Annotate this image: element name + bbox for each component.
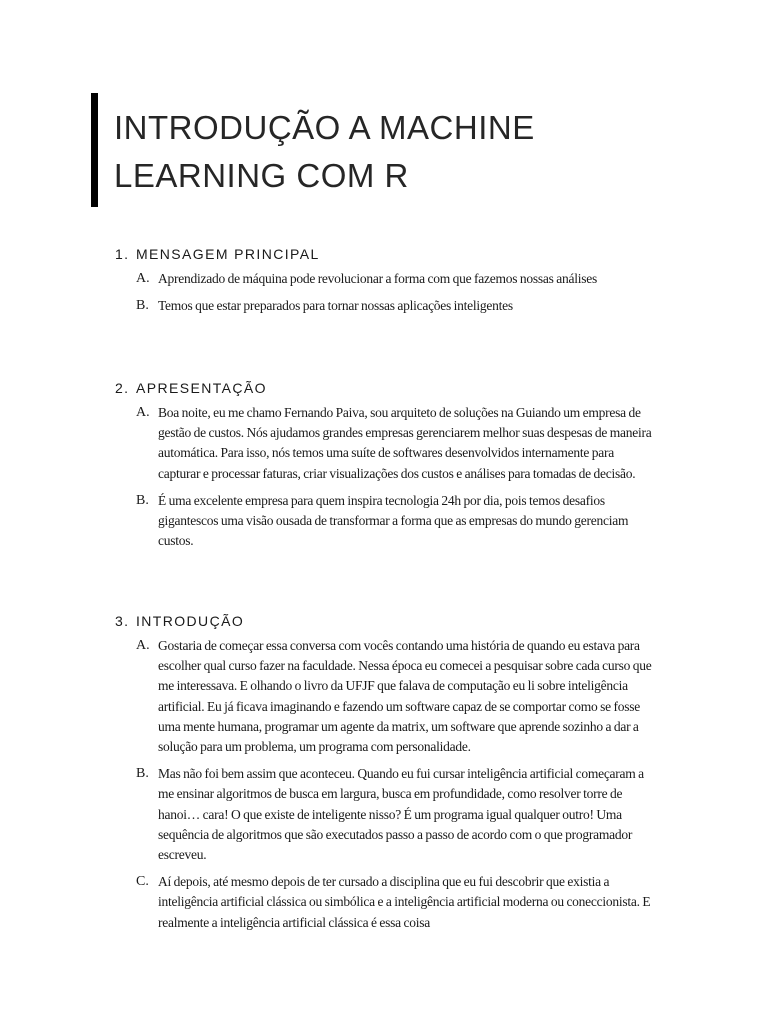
item-letter: C.	[136, 874, 149, 890]
item-text: Gostaria de começar essa conversa com vocês contando uma história de quando eu estava para escolher qual curso fazer na faculdade. Nessa época eu comecei a pesquisar sobre cada curso que me interessava. E olhando o livro da UFJF que falava de computação eu li sobre inteligência artificial. Eu já ficava imaginando e fazendo um software capaz de se comportar como se fosse uma mente humana, programar um agente da matrix, um software que aprende sozinho a dar a solução para um problema, um programa com personalidade.	[158, 638, 652, 755]
section-items	[136, 636, 655, 933]
item-text: Aprendizado de máquina pode revolucionar a forma com que fazemos nossas análises	[158, 271, 597, 286]
title-block	[91, 93, 651, 207]
item-letter: A.	[136, 638, 150, 653]
list-item	[136, 636, 655, 757]
section-number: 1.	[115, 246, 130, 262]
list-item	[136, 403, 655, 484]
section-heading	[115, 246, 655, 266]
item-letter: A.	[136, 405, 150, 420]
section-title: APRESENTAÇÃO	[136, 380, 267, 396]
section-title: INTRODUÇÃO	[136, 613, 245, 629]
item-text: Aí depois, até mesmo depois de ter cursado a disciplina que eu fui descobrir que existia a inteligência artificial clássica ou simbólica e a inteligência artificial moderna ou coneccionista. E realmente a inteligência artificial clássica é essa coisa	[158, 874, 651, 930]
section-number: 3.	[115, 613, 130, 629]
section-items	[136, 269, 655, 316]
item-text: Temos que estar preparados para tornar nossas aplicações inteligentes	[158, 298, 513, 314]
section-mensagem-principal	[115, 246, 655, 323]
section-title: MENSAGEM PRINCIPAL	[136, 246, 320, 262]
item-text: Boa noite, eu me chamo Fernando Paiva, sou arquiteto de soluções na Guiando um empresa de gestão de custos. Nós ajudamos grandes empresas gerenciarem melhor suas despesas de maneira automática. Para isso, nós temos uma suíte de softwares desenvolvidos internamente para capturar e processar faturas, criar visualizações dos custos e análises para tomadas de decisão.	[158, 405, 652, 481]
section-items	[136, 403, 655, 551]
section-apresentacao	[115, 380, 655, 558]
list-item	[136, 764, 655, 865]
list-item	[136, 269, 655, 289]
list-item	[136, 872, 655, 933]
list-item	[136, 296, 655, 316]
title-accent-bar	[91, 93, 98, 207]
section-heading	[115, 380, 655, 400]
item-letter: B.	[136, 492, 149, 508]
item-letter: A.	[136, 271, 150, 286]
document-title: INTRODUÇÃO A MACHINE LEARNING COM R	[114, 109, 535, 194]
item-text: Mas não foi bem assim que aconteceu. Quando eu fui cursar inteligência artificial começaram a me ensinar algoritmos de busca em largura, busca em profundidade, como resolver torre de hanoi… cara! O que existe de inteligente nisso? É um programa igual qualquer outro! Uma sequência de algoritmos que são executados passo a passo de acordo com o que programador escreveu.	[158, 766, 644, 863]
item-letter: B.	[136, 298, 149, 314]
section-introducao	[115, 613, 655, 940]
section-number: 2.	[115, 380, 130, 396]
item-letter: B.	[136, 766, 149, 782]
section-heading	[115, 613, 655, 633]
list-item	[136, 491, 655, 552]
item-text: É uma excelente empresa para quem inspira tecnologia 24h por dia, pois temos desafios gigantescos uma visão ousada de transformar a forma que as empresas do mundo gerenciam custos.	[158, 492, 629, 549]
